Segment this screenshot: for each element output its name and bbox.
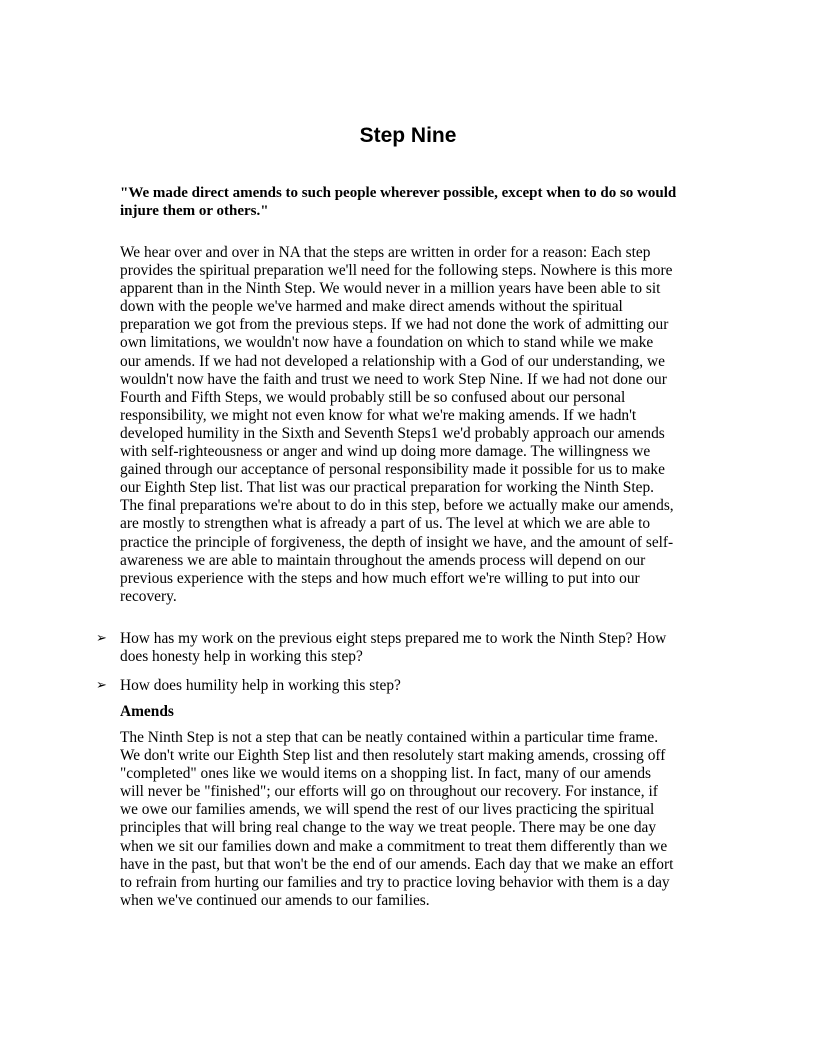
paragraph-line: developed humility in the Sixth and Seventh Steps1 we'd probably approach our amends [120,424,665,442]
paragraph-line: with self-righteousness or anger and wind up doing more damage. The willingness we [120,443,651,461]
paragraph-line: apparent than in the Ninth Step. We would never in a million years have been able to sit [120,280,661,298]
paragraph-line: wouldn't now have the faith and trust we need to work Step Nine. If we had not done our [120,370,667,388]
paragraph-line: We don't write our Eighth Step list and then resolutely start making amends, crossing off [120,747,666,765]
paragraph-line: our Eighth Step list. That list was our practical preparation for working the Ninth Step. [120,479,655,497]
paragraph-line: will never be "finished"; our efforts will go on throughout our recovery. For instance, if [120,783,658,801]
amends-paragraph [120,729,706,910]
paragraph-line: gained through our acceptance of personal responsibility made it possible for us to make [120,461,665,479]
question-line: How does humility help in working this step? [120,677,401,694]
paragraph-line: principles that will bring real change to the way we treat people. There may be one day [120,819,657,837]
question-line: does honesty help in working this step? [120,648,363,666]
paragraph-line: recovery. [120,587,177,605]
paragraph-line: own limitations, we wouldn't now have a foundation on which to stand while we make [120,334,654,352]
arrow-bullet-icon: ➢ [96,631,107,646]
intro-paragraph [120,244,706,606]
paragraph-line: down with the people we've harmed and make direct amends without the spiritual [120,298,623,316]
paragraph-line: We hear over and over in NA that the steps are written in order for a reason: Each step [120,244,651,261]
question-bullet [96,630,706,666]
paragraph-line: have in the past, but that won't be the end of our amends. Each day that we make an effort [120,855,674,873]
paragraph-line: previous experience with the steps and how much effort we're willing to put into our [120,569,640,587]
paragraph-line: preparation we got from the previous steps. If we had not done the work of admitting our [120,316,669,334]
paragraph-line: "completed" ones like we would items on a shopping list. In fact, many of our amends [120,765,652,783]
paragraph-line: are mostly to strengthen what is afready a part of us. The level at which we are able to [120,515,651,533]
paragraph-line: responsibility, we might not even know for what we're making amends. If we hadn't [120,406,637,424]
paragraph-line: Fourth and Fifth Steps, we would probably still be so confused about our personal [120,388,626,406]
paragraph-line: provides the spiritual preparation we'll need for the following steps. Nowhere is this more [120,262,673,280]
paragraph-line: awareness we are able to maintain throughout the amends process will depend on our [120,551,646,569]
section-heading: Amends [120,703,174,720]
paragraph-line: we owe our families amends, we will spend the rest of our lives practicing the spiritual [120,801,655,819]
question-text [120,630,706,666]
page-title: Step Nine [359,124,457,147]
question-text [120,677,706,695]
paragraph-line: when we sit our families down and make a commitment to treat them differently than we [120,837,668,855]
step-quote: "We made direct amends to such people wherever possible, except when to do so would injure them or others." [120,185,677,219]
question-bullet [96,677,706,695]
question-line: How has my work on the previous eight steps prepared me to work the Ninth Step? How [120,630,667,647]
paragraph-line: The Ninth Step is not a step that can be neatly contained within a particular time frame. [120,729,659,746]
paragraph-line: The final preparations we're about to do in this step, before we actually make our amends, [120,497,674,515]
paragraph-line: to refrain from hurting our families and try to practice loving behavior with them is a day [120,873,670,891]
arrow-bullet-icon: ➢ [96,678,107,693]
paragraph-line: our amends. If we had not developed a relationship with a God of our understanding, we [120,352,665,370]
paragraph-line: practice the principle of forgiveness, the depth of insight we have, and the amount of self- [120,533,674,551]
paragraph-line: when we've continued our amends to our families. [120,891,430,909]
